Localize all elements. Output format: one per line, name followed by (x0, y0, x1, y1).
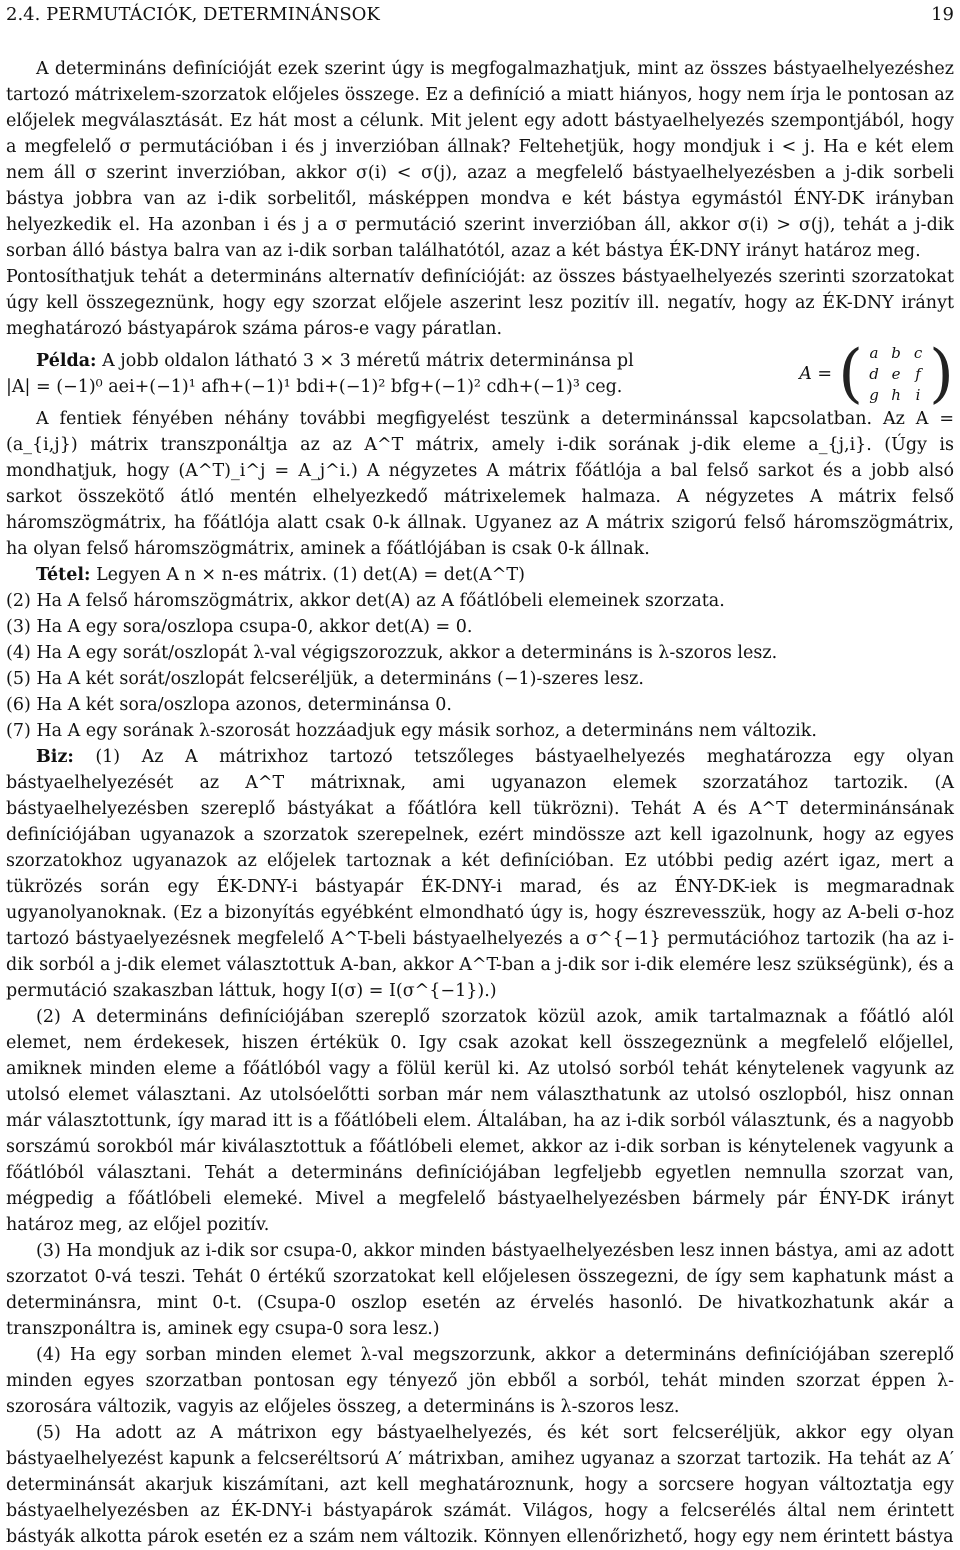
theorem-item: (2) Ha A felső háromszögmátrix, akkor det(A) az A főátlóbeli elemeinek szorzata. (6, 591, 725, 611)
paragraph-alt-definition: Pontosíthatjuk tehát a determináns alternatív definícióját: az összes bástyaelhelyezés szerinti szorzatokat úgy kell összegeznünk, hogy egy szorzat előjele aszerint lesz pozitív ill. negatív, hogy az ÉK-DNY irányt meghatározó bástyapárok száma páros-e vagy páratlan. (6, 267, 954, 339)
proof-part-4: (4) Ha egy sorban minden elemet λ-val megszorzunk, akkor a determináns definíciójában szereplő minden egyes szorzatban pontosan egy tényező jön ebből a sorból, tehát minden szorzat éppen λ-szorosára változik, vagyis az előjeles összeg, a determináns is λ-szoros lesz. (6, 1345, 954, 1417)
example-line (6, 348, 779, 374)
theorem-item: (5) Ha A két sorát/oszlopát felcseréljük, a determináns (−1)-szeres lesz. (6, 669, 644, 689)
theorem-label: Tétel: (36, 565, 91, 585)
proof-part-3: (3) Ha mondjuk az i-dik sor csupa-0, akkor minden bástyaelhelyezésben lesz innen bástya, ami az adott szorzatot 0-vá teszi. Tehát 0 értékű szorzatokat kell előjelesen összegezni, de így sem kaphatunk mást a determinánsra, mint 0-t. (Csupa-0 oszlop esetén az érvelés hasonló. De hivatkozhatunk akár a transzponáltra is, aminek egy csupa-0 sora lesz.) (6, 1241, 954, 1339)
proof-part-5: (5) Ha adott az A mátrixon egy bástyaelhelyezés, és két sort felcseréljük, akkor egy olyan bástyaelhelyezést kapunk a felcseréltsorú A′ mátrixban, amihez ugyanaz a szorzat tartozik. Ha tehát az A′ determinánsát akarjuk kiszámítani, azt kell meghatároznunk, hogy a sorcsere hogyan változtatja egy bástyaelhelyezésben az ÉK-DNY-i bástyapárok számát. Világos, hogy a felcserélés által nem érintett bástyák alkotta párok esetén ez a szám nem változik. Könnyen ellenőrizhető, hogy egy nem érintett bástya (6, 1423, 954, 1547)
running-header (6, 0, 954, 38)
matrix-cell: i (915, 385, 921, 404)
matrix-cell: b (891, 343, 901, 362)
matrix-cell: c (913, 343, 923, 362)
theorem-item: (3) Ha A egy sora/oszlopa csupa-0, akkor det(A) = 0. (6, 617, 473, 637)
matrix-lhs: A = (799, 364, 833, 384)
matrix-cell: g (869, 385, 879, 404)
example-label: Példa: (36, 351, 97, 371)
paragraph-inversion: A determináns definícióját ezek szerint úgy is megfogalmazhatjuk, mint az összes bástyaelhelyezéshez tartozó mátrixelem-szorzatok előjeles összege. Ez a definíció a miatt hiányos, hogy nem írja le pontosan az előjelek megválasztását. Ez hát most a célunk. Mit jelent egy adott bástyaelhelyezés szempontjából, hogy a megfelelő σ permutációban i és j inverzióban állnak? Feltehetjük, hogy mondjuk i < j. Ha e két elem nem áll σ szerint inverzióban, akkor σ(i) < σ(j), azaz a megfelelő bástyaelhelyezésben a j-dik sorbeli bástya jobbra van az i-dik sorbelitől, másképpen mondva e két bástya egymástól ÉNY-DK irányban helyezkedik el. Ha azonban i és j a σ permutáció szerint inverzióban áll, akkor σ(i) > σ(j), tehát a j-dik sorban álló bástya balra van az i-dik sorban találhatótól, azaz a két bástya ÉK-DNY irányt határoz meg. (6, 59, 954, 261)
example-text: A jobb oldalon látható 3 × 3 méretű mátrix determinánsa pl (102, 351, 634, 371)
matrix-cell: a (869, 343, 879, 362)
theorem-intro (6, 562, 954, 588)
paragraph-transpose: A fentiek fényében néhány további megfigyelést teszünk a determinánssal kapcsolatban. Az A = (a_{i,j}) mátrix transzponáltja az az A^T mátrix, amely i-dik sorának j-dik eleme a_{j,i}. (Úgy is mondhatjuk, hogy (A^T)_i^j = A_j^i.) A négyzetes A mátrix főátlója a bal felső sarkot és a jobb alsó sarkot összekötő átló mentén elhelyezkedő mátrixelemek halmaza. A négyzetes A mátrix felső háromszögmátrix, ha főátlója alatt csak 0-k állnak. Ugyanez az A mátrix szigorú felső háromszögmátrix, ha olyan felső háromszögmátrix, aminek a főátlójában is csak 0-k állnak. (6, 409, 954, 559)
proof-part-1 (6, 744, 954, 1004)
proof-label: Biz: (36, 747, 74, 767)
example-formula: |A| = (−1)⁰ aei+(−1)¹ afh+(−1)¹ bdi+(−1)² bfg+(−1)² cdh+(−1)³ ceg. (6, 377, 623, 397)
theorem-intro-text: Legyen A n × n-es mátrix. (1) det(A) = det(A^T) (96, 565, 525, 585)
theorem-item: (6) Ha A két sora/oszlopa azonos, determinánsa 0. (6, 695, 452, 715)
matrix-cell: h (891, 385, 901, 404)
theorem-item: (4) Ha A egy sorát/oszlopát λ-val végigszorozzuk, akkor a determináns is λ-szoros lesz. (6, 643, 778, 663)
section-title: 2.4. PERMUTÁCIÓK, DETERMINÁNSOK (6, 4, 380, 25)
example-block (6, 337, 954, 411)
proof-part-2: (2) A determináns definíciójában szereplő szorzatok közül azok, amik tartalmaznak a főátló alól elemet, nem érdekesek, hiszen értékük 0. Igy csak azokat kell összegeznünk a megfelelő előjellel, amiknek minden eleme a főátlóból vagy a fölül kerül ki. Az utolsó sorból tehát kénytelenek vagyunk az utolsó elemet választani. Az utolsóelőtti sorban már nem választhatunk az utolsó oszlopból, hisz onnan már választottunk, így marad itt is a főátlóbeli elem. Általában, ha az i-dik sorból választunk, és a nagyobb sorszámú sorokból már kiválasztottuk a főátlóbeli elemet, akkor az i-dik sorban is kénytelenek vagyunk a főátlóból választani. Tehát a determináns definíciójában legfeljebb egyetlen nemnulla szorzat van, mégpedig a főátlóbeli elemeké. Mivel a megfelelő bástyaelhelyezésben bármely pár ÉNY-DK irányt határoz meg, az előjel pozitív. (6, 1007, 954, 1235)
matrix-grid (863, 343, 929, 406)
page-number: 19 (931, 4, 954, 25)
matrix-cell: d (869, 364, 879, 383)
proof-part-1-text: (1) Az A mátrixhoz tartozó tetszőleges bástyaelhelyezés meghatározza egy olyan bástyaelhelyezését az A^T mátrixnak, ami ugyanazon elemek szorzatához tartozik. (A bástyaelhelyezésben szereplő bástyákat a főátlóra kell tükrözni). Tehát A és A^T determinánsának definíciójában ugyanazok a szorzatok szerepelnek, ezért mindössze azt kell igazolnunk, hogy az egyes szorzatokhoz ugyanazok az előjelek tartoznak a két definícióban. Ez utóbbi pedig azért igaz, mert a tükrözés során egy ÉK-DNY-i bástyapár ÉK-DNY-i marad, és az ÉNY-DK-iek is megmaradnak ugyanolyanoknak. (Ez a bizonyítás egyébként elmondható úgy is, hogy észrevesszük, hogy az A-beli σ-hoz tartozó bástyaelyezésnek megfelelő A^T-beli bástyaelhelyezés a σ^{−1} permutációhoz tartozik (ha az i-dik sorból a j-dik elemet választottuk A-ban, akkor A^T-ban a j-dik sor i-dik elemére lesz szükségünk), és a permutáció szakaszban láttuk, hogy I(σ) = I(σ^{−1}).) (6, 747, 954, 1001)
right-paren: ) (929, 337, 954, 411)
matrix-cell: f (915, 364, 921, 383)
theorem-item: (7) Ha A egy sorának λ-szorosát hozzáadjuk egy másik sorhoz, a determináns nem változik. (6, 721, 817, 741)
left-paren: ( (838, 337, 864, 411)
matrix-cell: e (891, 364, 901, 383)
matrix-display (799, 337, 954, 411)
